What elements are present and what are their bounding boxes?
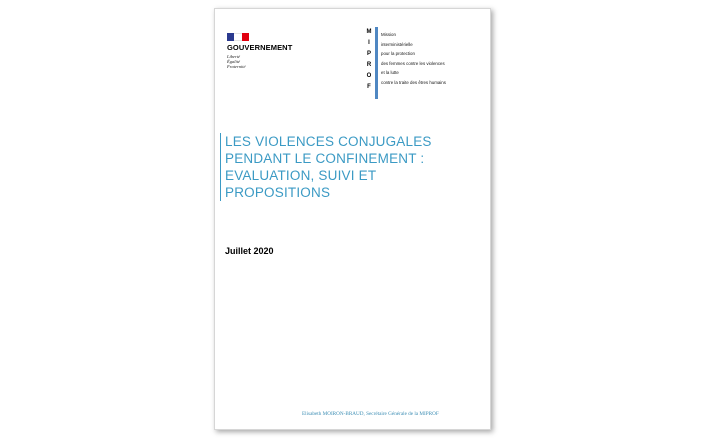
miprof-logo: [365, 27, 490, 99]
motto-line: Égalité: [227, 58, 240, 64]
title-line: EVALUATION, SUIVI ET: [225, 168, 377, 183]
author-signature: Elisabeth MOIRON-BRAUD, Secrétaire Générale de la MIPROF: [302, 411, 439, 417]
french-flag-icon: [227, 33, 249, 41]
miprof-line: Mission: [381, 32, 396, 37]
government-logo: [227, 33, 307, 69]
miprof-letter: F: [367, 84, 371, 90]
miprof-letter: O: [366, 73, 372, 79]
motto-line: Liberté: [227, 53, 240, 59]
miprof-divider: [375, 27, 378, 99]
government-motto: [227, 54, 307, 69]
title-line: LES VIOLENCES CONJUGALES: [225, 134, 432, 149]
miprof-letter: I: [368, 40, 370, 46]
miprof-line: pour la protection: [381, 51, 415, 56]
report-date: Juillet 2020: [225, 246, 274, 256]
title-line: PENDANT LE CONFINEMENT :: [225, 151, 425, 166]
miprof-line: et la lutte: [381, 70, 399, 75]
miprof-description: [381, 30, 446, 87]
title-line: PROPOSITIONS: [225, 185, 331, 200]
miprof-line: des femmes contre les violences: [381, 60, 445, 66]
miprof-letter: P: [366, 51, 371, 57]
miprof-letter: M: [366, 29, 372, 35]
document-page: [214, 8, 491, 430]
motto-line: Fraternité: [227, 63, 246, 69]
report-title: [220, 133, 432, 201]
miprof-letter: R: [366, 62, 372, 68]
miprof-line: contre la traite des êtres humains: [381, 79, 446, 85]
miprof-line: interministérielle: [381, 41, 413, 47]
government-name: GOUVERNEMENT: [227, 43, 293, 52]
miprof-acronym: [365, 27, 373, 93]
